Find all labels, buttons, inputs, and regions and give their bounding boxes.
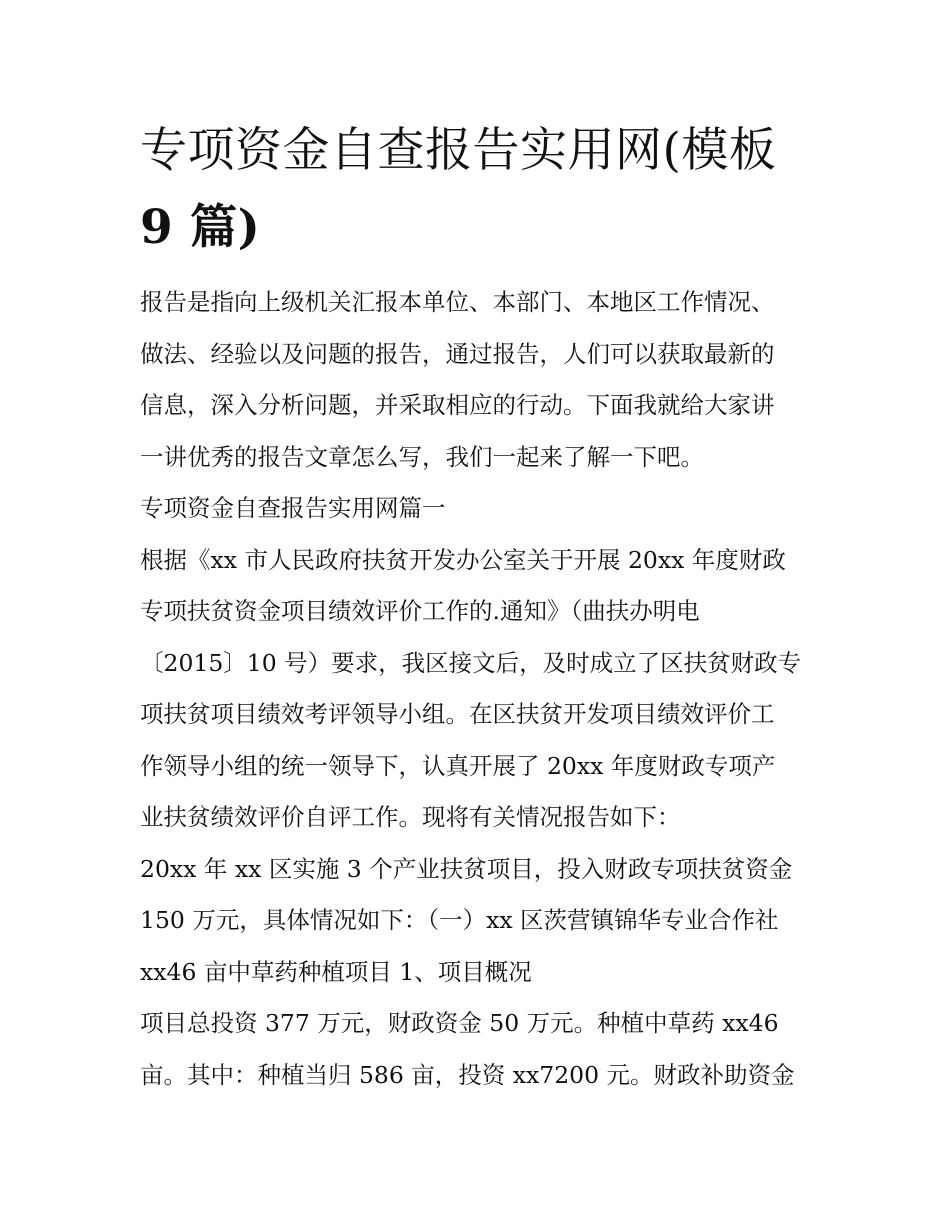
body-line: 根据《xx 市人民政府扶贫开发办公室关于开展 20xx 年度财政 xyxy=(140,545,786,574)
body-line: 150 万元，具体情况如下：（一）xx 区茨营镇锦华专业合作社 xyxy=(140,906,779,934)
title-line-1: 专项资金自查报告实用网(模板 xyxy=(140,123,777,178)
body-line: 20xx 年 xx 区实施 3 个产业扶贫项目，投入财政专项扶贫资金 xyxy=(140,854,793,883)
title-line-2: 9 篇) xyxy=(140,200,261,255)
body-line: 项扶贫项目绩效考评领导小组。在区扶贫开发项目绩效评价工 xyxy=(140,700,775,728)
body-line: 信息，深入分析问题，并采取相应的行动。下面我就给大家讲 xyxy=(140,391,775,419)
body-line: 报告是指向上级机关汇报本单位、本部门、本地区工作情况、 xyxy=(140,288,775,316)
body-line: xx46 亩中草药种植项目 1、项目概况 xyxy=(140,957,532,986)
body-line: 做法、经验以及问题的报告，通过报告，人们可以获取最新的 xyxy=(140,339,775,368)
body-line: 作领导小组的统一领导下，认真开展了 20xx 年度财政专项产 xyxy=(140,751,776,780)
body-line: 业扶贫绩效评价自评工作。现将有关情况报告如下： xyxy=(140,803,681,831)
body-line: 专项扶贫资金项目绩效评价工作的.通知》（曲扶办明电 xyxy=(140,597,700,625)
body-line: 亩。其中：种植当归 586 亩，投资 xx7200 元。财政补助资金 xyxy=(140,1060,795,1089)
document-title xyxy=(140,112,820,266)
body-line: 一讲优秀的报告文章怎么写，我们一起来了解一下吧。 xyxy=(140,442,704,471)
body-line: 〔2015〕10 号）要求，我区接文后，及时成立了区扶贫财政专 xyxy=(140,648,802,677)
document-body xyxy=(140,277,830,1101)
section-heading: 专项资金自查报告实用网篇一 xyxy=(140,494,446,522)
body-line: 项目总投资 377 万元，财政资金 50 万元。种植中草药 xx46 xyxy=(140,1009,779,1037)
